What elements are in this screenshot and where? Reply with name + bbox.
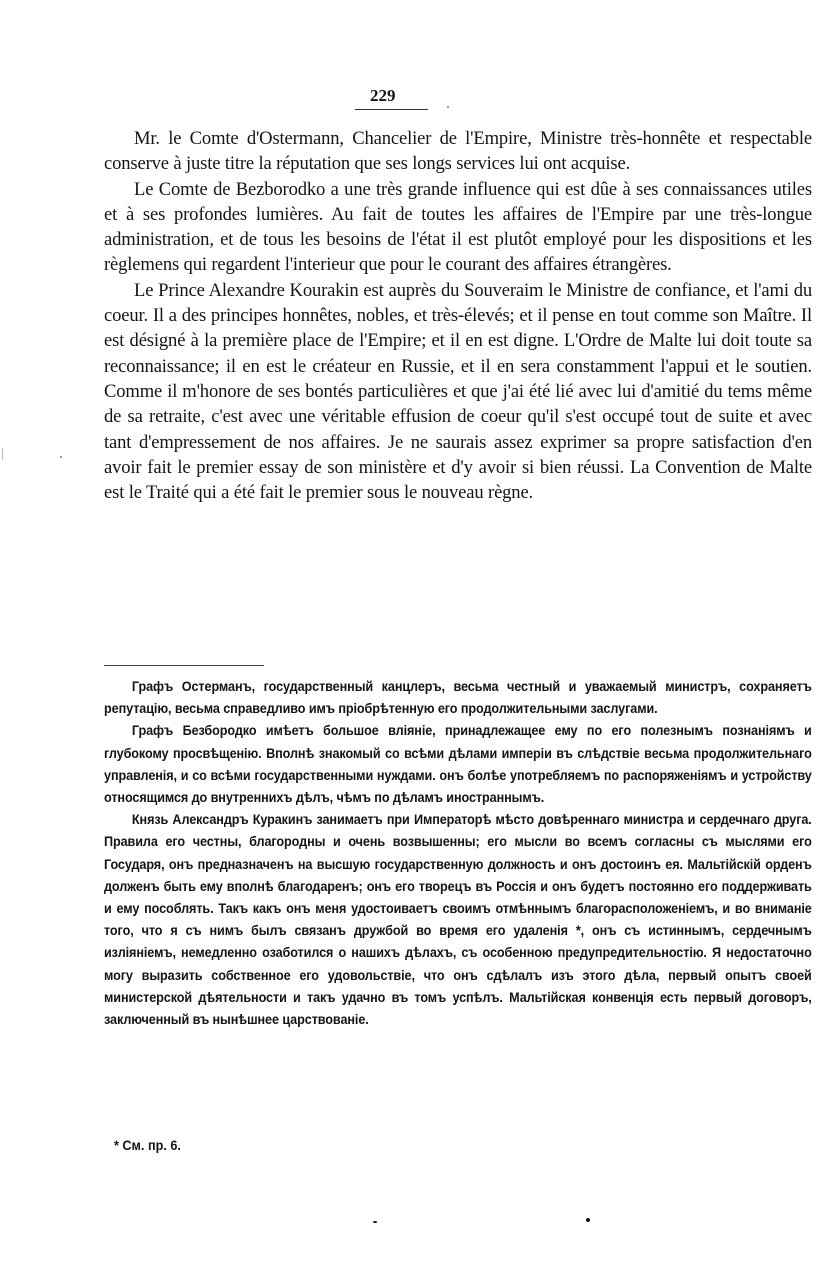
footnote-separator — [104, 665, 264, 666]
russian-translation-block — [104, 676, 812, 1031]
paragraph-kourakin-ru: Князь Александръ Куракинъ занимаетъ при Императорѣ мѣсто довѣреннаго министра и сердечнаго друга. Правила его честны, благородны и очень возвышенны; его мысли во всемъ согласны съ мыслями его Государя, онъ предназначенъ на высшую государственную должность и онъ достоинъ ея. Мальтійскій орденъ долженъ быть ему вполнѣ благодаренъ; онъ его творецъ въ Россія и онъ будетъ постоянно его поддерживать и ему пособлять. Такъ какъ онъ меня удостоиваетъ своимъ отмѣннымъ благорасположеніемъ, и во вниманіе того, что я съ нимъ былъ связанъ дружбой во время его удаленія *, онъ съ истиннымъ, сердечнымъ изліяніемъ, немедленно озаботился о нашихъ дѣлахъ, съ особенною предупредительностію. Я недостаточно могу выразить собственное его удовольствіе, что онъ сдѣлалъ изъ этого дѣла, первый опытъ своей министерской дѣятельности и такъ удачно въ томъ успѣлъ. Мальтійская конвенція есть первый договоръ, заключенный въ нынѣшнее царствованіе. — [104, 812, 812, 1028]
scan-speck — [586, 1218, 590, 1222]
paragraph-kourakin-fr: Le Prince Alexandre Kourakin est auprès du Souveraim le Ministre de confiance, et l'ami du coeur. Il a des principes honnêtes, nobles, et très-élevés; et il pense en tout comme son Maître. Il est désigné à la première place de l'Empire; et il en est digne. L'Ordre de Malte lui doit toute sa reconnaissance; il en est le créateur en Russie, et il en sera constamment l'appui et le soutien. Comme il m'honore de ses bontés particulières et que j'ai été lié avec lui d'amitié du tems même de sa retraite, c'est avec une véritable effusion de coeur qu'il s'est occupé tout de suite et avec tant d'empressement de nos affaires. Je ne saurais assez exprimer sa propre satisfaction d'en avoir fait le premier essay de son ministère et d'y avoir si bien réussi. La Convention de Malte est le Traité qui a été fait le premier sous le nouveau règne. — [104, 279, 812, 504]
reference-footnote: * См. пр. 6. — [114, 1138, 181, 1153]
paragraph-ostermann-fr: Mr. le Comte d'Ostermann, Chancelier de l'Empire, Ministre très-honnête et respectable conserve à juste titre la réputation que ses longs services lui ont acquise. — [104, 128, 812, 175]
scan-speck — [447, 106, 449, 108]
scan-speck — [373, 1221, 377, 1223]
french-text-block — [104, 126, 812, 505]
page-number: 229 — [370, 86, 396, 105]
paragraph-bezborodko-fr: Le Comte de Bezborodko a une très grande influence qui est dûe à ses connaissances utiles et à ses profondes lumières. Au fait de toutes les affaires de l'Empire par une très-longue administration, et de tous les besoins de l'état il est plutôt employé pour les dispositions et les règlemens qui regardent l'interieur que pour le courant des affaires étrangères. — [104, 178, 812, 276]
scan-margin-mark — [2, 448, 3, 460]
header-rule — [355, 109, 428, 110]
paragraph-ostermann-ru: Графъ Остерманъ, государственный канцлеръ, весьма честный и уважаемый министръ, сохраняетъ репутацію, весьма справедливо имъ пріобрѣтенную его продолжительными заслугами. — [104, 679, 812, 717]
scan-speck — [60, 456, 62, 458]
paragraph-bezborodko-ru: Графъ Безбородко имѣетъ большое вліяніе, принадлежащее ему по его полезнымъ познаніямъ и глубокому просвѣщенію. Вполнѣ знакомый со всѣми дѣлами имперіи въ слѣдствіе весьма продолжительнаго управленія, и со всѣми государственными нуждами. онъ болѣе употребляемъ по распоряженіямъ и устройству относящимся до внутреннихъ дѣлъ, чѣмъ по дѣламъ иностраннымъ. — [104, 723, 812, 806]
